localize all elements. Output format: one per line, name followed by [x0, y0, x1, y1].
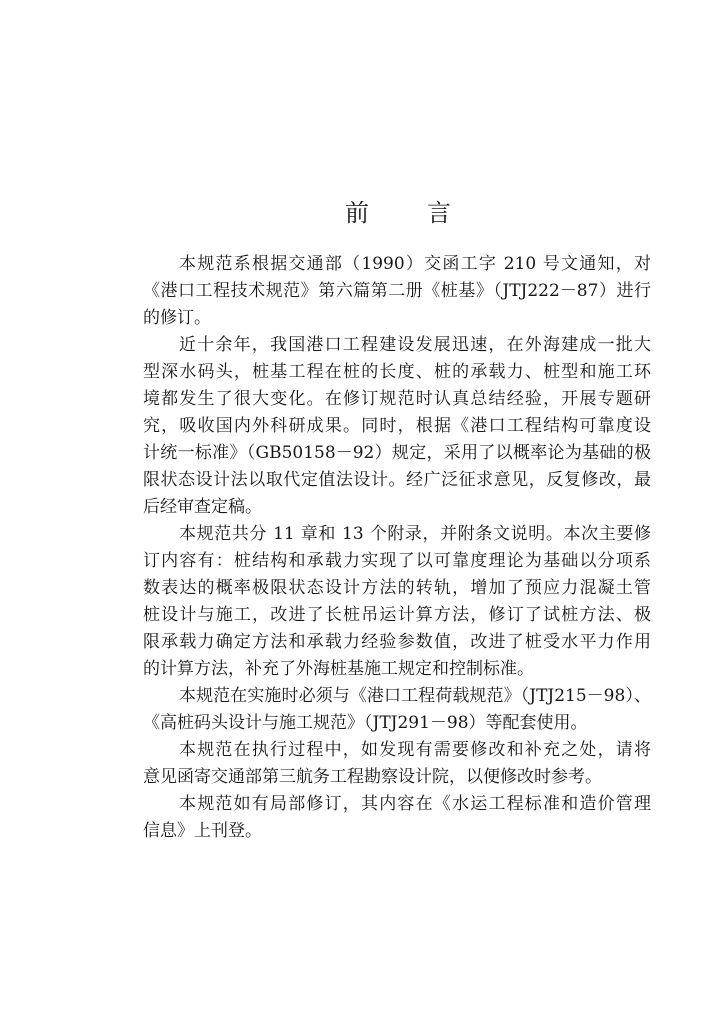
paragraph-5 — [143, 737, 651, 791]
text-line: 的计算方法，补充了外海桩基施工规定和控制标准。 — [143, 659, 534, 679]
text-line: 近十余年，我国港口工程建设发展迅速，在外海建成一批大 — [179, 335, 651, 355]
text-line: 《港口工程技术规范》第六篇第二册《桩基》（JTJ222－87）进行 — [143, 281, 651, 301]
text-line: 限承载力确定方法和承载力经验参数值，改进了桩受水平力作用 — [143, 632, 651, 652]
text-line: 《高桩码头设计与施工规范》（JTJ291－98）等配套使用。 — [143, 713, 588, 733]
text-line: 的修订。 — [143, 308, 211, 328]
text-line: 计统一标准》（GB50158－92）规定，采用了以概率论为基础的极 — [143, 443, 651, 463]
paragraph-1 — [143, 251, 651, 332]
text-line: 本规范系根据交通部（1990）交函工字 210 号文通知，对 — [179, 254, 651, 274]
paragraph-2 — [143, 332, 651, 521]
paragraph-3 — [143, 521, 651, 683]
text-line: 意见函寄交通部第三航务工程勘察设计院，以便修改时参考。 — [143, 767, 602, 787]
paragraph-6 — [143, 791, 651, 845]
text-line: 本规范如有局部修订，其内容在《水运工程标准和造价管理 — [179, 794, 651, 814]
text-line: 本规范在执行过程中，如发现有需要修改和补充之处，请将 — [179, 740, 651, 760]
text-line: 桩设计与施工，改进了长桩吊运计算方法，修订了试桩方法、极 — [143, 605, 651, 625]
text-line: 型深水码头，桩基工程在桩的长度、桩的承载力、桩型和施工环 — [143, 362, 651, 382]
text-line: 订内容有：桩结构和承载力实现了以可靠度理论为基础以分项系 — [143, 551, 651, 571]
text-line: 本规范共分 11 章和 13 个附录，并附条文说明。本次主要修 — [179, 524, 651, 544]
text-line: 限状态设计法以取代定值法设计。经广泛征求意见，反复修改，最 — [143, 470, 651, 490]
text-line: 信息》上刊登。 — [143, 821, 262, 841]
text-line: 后经审查定稿。 — [143, 497, 262, 517]
paragraph-4 — [143, 683, 651, 737]
preface-body — [143, 251, 651, 845]
text-line: 境都发生了很大变化。在修订规范时认真总结经验，开展专题研 — [143, 389, 651, 409]
text-line: 数表达的概率极限状态设计方法的转轨，增加了预应力混凝土管 — [143, 578, 651, 598]
text-line: 究，吸收国内外科研成果。同时，根据《港口工程结构可靠度设 — [143, 416, 651, 436]
text-line: 本规范在实施时必须与《港口工程荷载规范》（JTJ215－98）、 — [179, 686, 651, 706]
page-title: 前言 — [345, 199, 509, 227]
